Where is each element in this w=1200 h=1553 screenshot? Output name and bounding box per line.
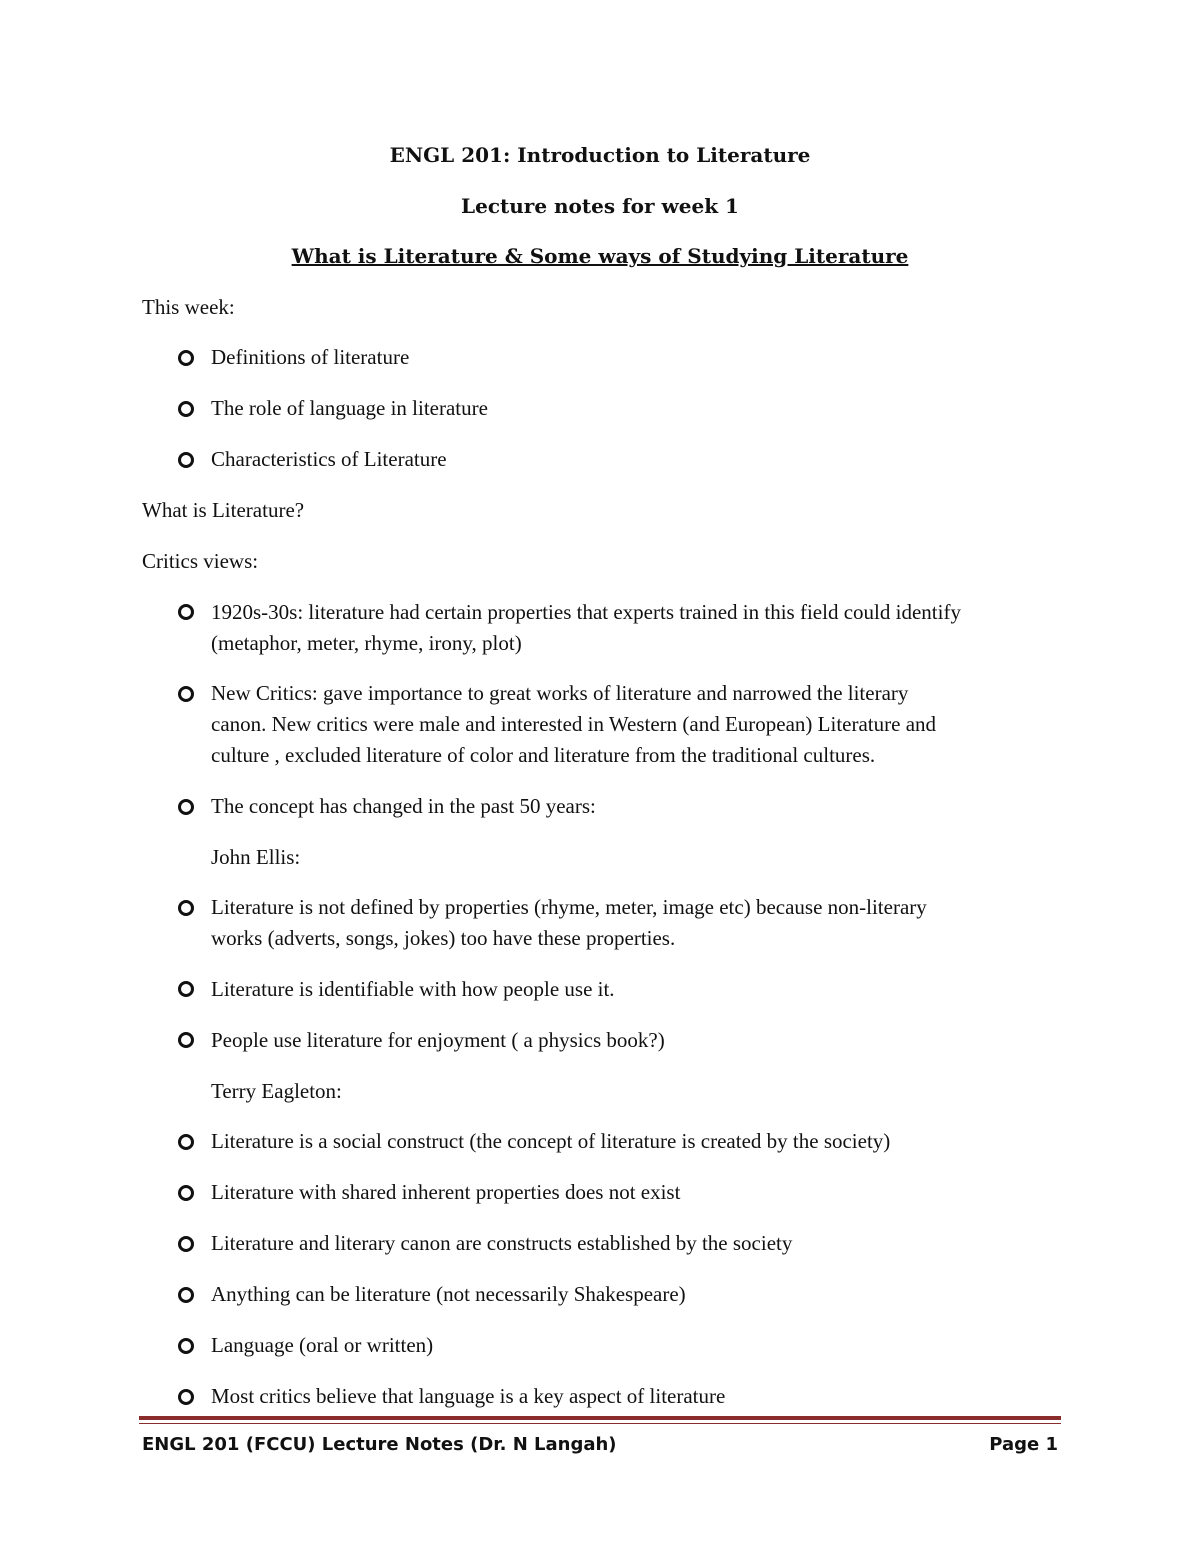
footer-rule-thin: [139, 1423, 1061, 1424]
list-item-line: canon. New critics were male and interested in Western (and European) Literature and: [211, 712, 937, 736]
eagleton-label: Terry Eagleton:: [211, 1079, 342, 1103]
list-item: Characteristics of Literature: [211, 447, 447, 471]
list-item-line: Literature is not defined by properties (rhyme, meter, image etc) because non-literary: [211, 895, 927, 919]
list-item-line: 1920s-30s: literature had certain properties that experts trained in this field could identify: [211, 600, 961, 624]
list-item-line: (metaphor, meter, rhyme, irony, plot): [211, 631, 522, 655]
list-item: Most critics believe that language is a key aspect of literature: [211, 1384, 726, 1408]
circle-bullet-icon: [178, 452, 194, 468]
circle-bullet-icon: [178, 1134, 194, 1150]
circle-bullet-icon: [178, 1338, 194, 1354]
list-item: Literature is identifiable with how people use it.: [211, 977, 615, 1001]
list-item: Literature with shared inherent properties does not exist: [211, 1180, 681, 1204]
footer-page-number: Page 1: [989, 1434, 1058, 1455]
circle-bullet-icon: [178, 686, 194, 702]
list-item-line: culture , excluded literature of color and literature from the traditional cultures.: [211, 743, 876, 767]
document-title: ENGL 201: Introduction to Literature: [389, 143, 811, 167]
footer-rule: [139, 1416, 1061, 1420]
circle-bullet-icon: [178, 1287, 194, 1303]
ellis-label: John Ellis:: [211, 845, 301, 869]
list-item: Literature is a social construct (the concept of literature is created by the society): [211, 1129, 891, 1153]
circle-bullet-icon: [178, 799, 194, 815]
this-week-label: This week:: [142, 295, 235, 319]
list-item: Definitions of literature: [211, 345, 410, 369]
critics-label: Critics views:: [142, 549, 259, 573]
document-subtitle: Lecture notes for week 1: [461, 194, 739, 218]
circle-bullet-icon: [178, 350, 194, 366]
list-item-line: New Critics: gave importance to great works of literature and narrowed the literary: [211, 681, 909, 705]
circle-bullet-icon: [178, 1236, 194, 1252]
circle-bullet-icon: [178, 401, 194, 417]
list-item: Language (oral or written): [211, 1333, 434, 1357]
list-item: Literature and literary canon are constructs established by the society: [211, 1231, 793, 1255]
circle-bullet-icon: [178, 1032, 194, 1048]
list-item: Anything can be literature (not necessarily Shakespeare): [211, 1282, 686, 1306]
question-heading: What is Literature?: [142, 498, 305, 522]
list-item-line: works (adverts, songs, jokes) too have these properties.: [211, 926, 676, 950]
footer-course-info: ENGL 201 (FCCU) Lecture Notes (Dr. N Langah): [142, 1434, 617, 1455]
list-item: The role of language in literature: [211, 396, 488, 420]
circle-bullet-icon: [178, 981, 194, 997]
circle-bullet-icon: [178, 1389, 194, 1405]
circle-bullet-icon: [178, 604, 194, 620]
section-title: What is Literature & Some ways of Studying Literature: [291, 244, 909, 268]
list-item: The concept has changed in the past 50 years:: [211, 794, 596, 818]
circle-bullet-icon: [178, 900, 194, 916]
circle-bullet-icon: [178, 1185, 194, 1201]
list-item: People use literature for enjoyment ( a physics book?): [211, 1028, 665, 1052]
